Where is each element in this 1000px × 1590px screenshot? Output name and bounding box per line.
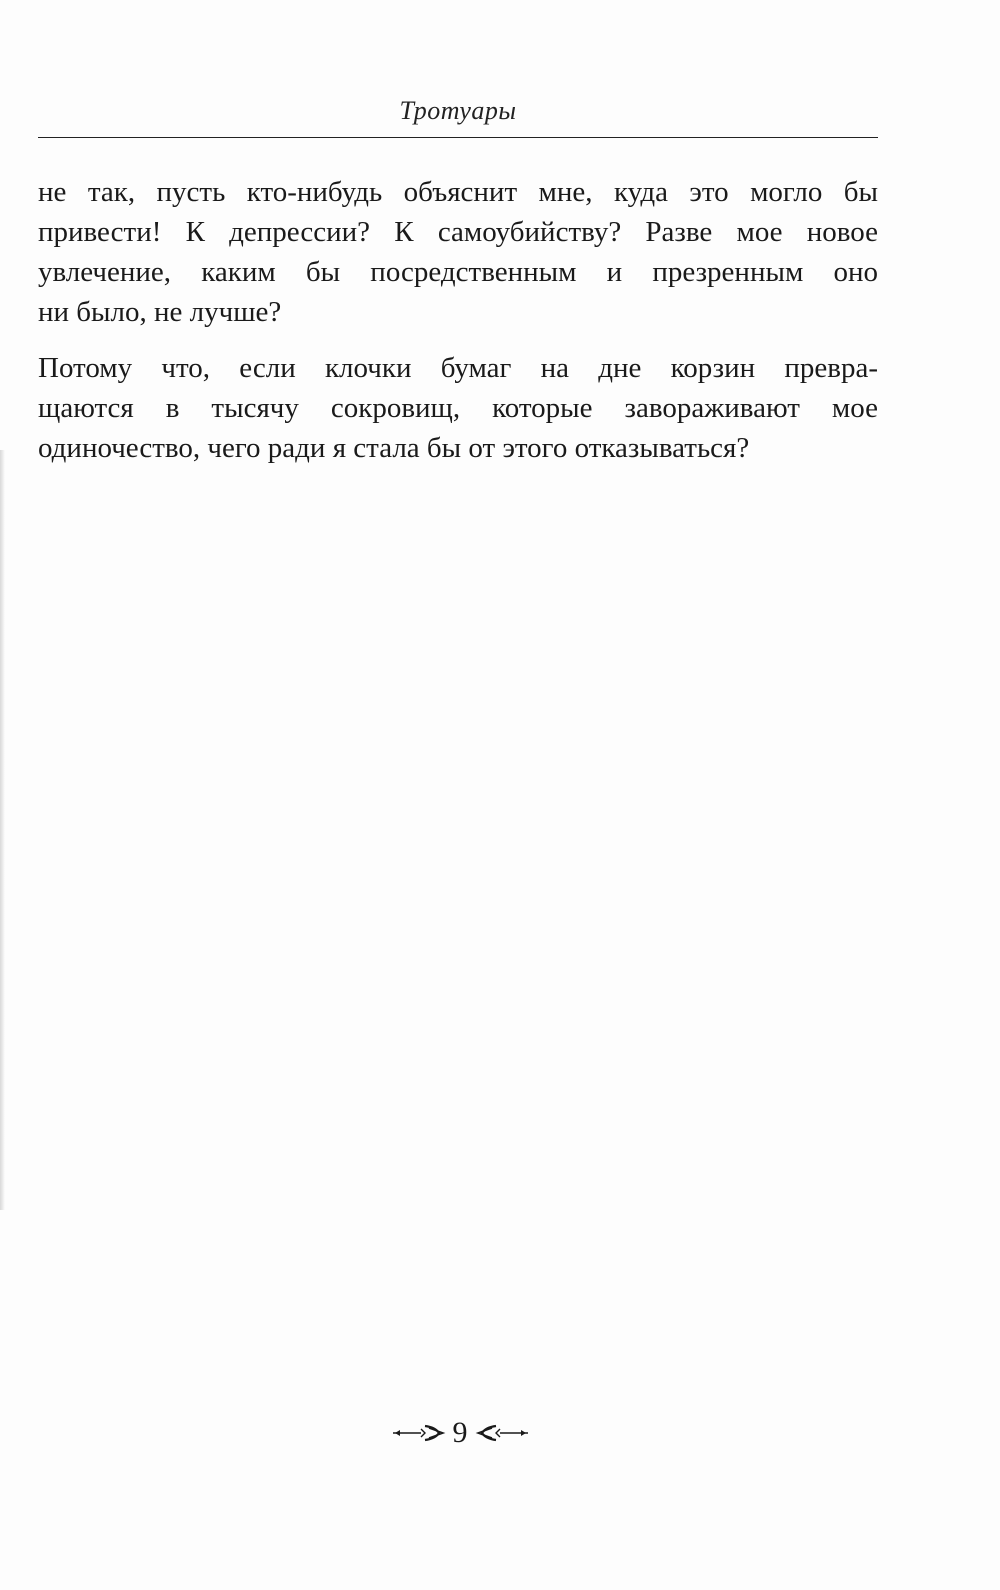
running-head: Тротуары xyxy=(399,96,517,125)
text-line: привести! К депрессии? К самоубийству? Разве мое новое xyxy=(38,216,878,248)
header-rule xyxy=(38,137,878,138)
folio xyxy=(0,1418,920,1448)
text-line: щаются в тысячу сокровищ, которые завораживают мое xyxy=(38,392,878,424)
text-line: увлечение, каким бы посредственным и презренным оно xyxy=(38,256,878,288)
text-line: одиночество, чего ради я стала бы от этого отказываться? xyxy=(38,432,750,464)
fleuron-left-icon xyxy=(391,1423,447,1443)
text-line: не так, пусть кто-нибудь объяснит мне, куда это могло бы xyxy=(38,176,878,208)
paragraph-2 xyxy=(38,348,878,468)
fleuron-right-icon xyxy=(474,1423,530,1443)
page-edge-shadow xyxy=(0,450,5,1210)
text-line: Потому что, если клочки бумаг на дне корзин превра- xyxy=(38,352,878,384)
paragraph-1 xyxy=(38,172,878,332)
page-number: 9 xyxy=(452,1416,468,1449)
body-text xyxy=(38,172,878,484)
text-line: ни было, не лучше? xyxy=(38,296,282,328)
